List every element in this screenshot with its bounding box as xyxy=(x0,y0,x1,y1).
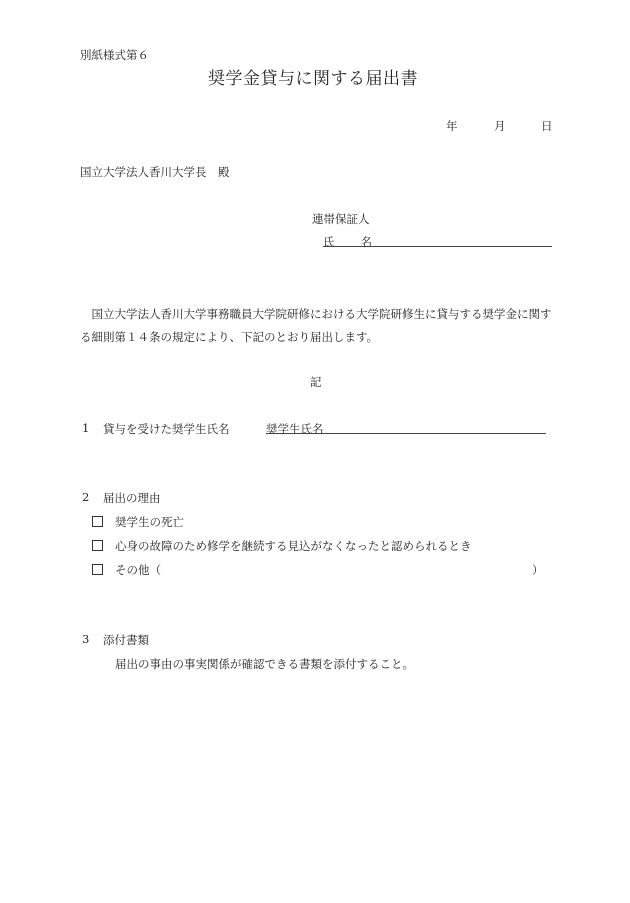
form-number: 別紙様式第６ xyxy=(80,48,149,62)
body-paragraph xyxy=(80,303,570,349)
option-label: その他（ xyxy=(115,563,161,577)
date-year-label: 年 xyxy=(446,119,458,133)
item3-description: 届出の事由の事実関係が確認できる書類を添付すること。 xyxy=(115,657,414,671)
checkbox[interactable] xyxy=(92,540,103,551)
checkbox[interactable] xyxy=(92,564,103,575)
item3-label: 添付書類 xyxy=(103,633,149,647)
option-label: 奨学生の死亡 xyxy=(115,515,184,529)
guarantor-name-field[interactable] xyxy=(323,246,552,247)
other-closing-paren: ） xyxy=(532,563,544,577)
guarantor-label: 連帯保証人 xyxy=(312,212,370,226)
ki-heading: 記 xyxy=(310,375,322,389)
item3-number: 3 xyxy=(82,632,90,646)
date-month-label: 月 xyxy=(494,119,506,133)
date-day-label: 日 xyxy=(541,119,553,133)
scholar-name-underline xyxy=(266,433,546,434)
addressee: 国立大学法人香川大学長 殿 xyxy=(80,165,230,179)
item1-label: 貸与を受けた奨学生氏名 xyxy=(103,422,230,436)
checkbox[interactable] xyxy=(92,516,103,527)
option-label: 心身の故障のため修学を継続する見込がなくなったと認められるとき xyxy=(115,539,472,553)
name-label-char-2: 名 xyxy=(360,235,372,249)
item1-number: 1 xyxy=(82,421,90,435)
scholar-name-field[interactable]: 奨学生氏名 xyxy=(266,422,324,436)
reason-option-other[interactable] xyxy=(92,562,161,578)
item2-number: 2 xyxy=(82,490,90,504)
guarantor-name-label xyxy=(323,234,372,250)
reason-option-death[interactable] xyxy=(92,514,184,530)
item2-label: 届出の理由 xyxy=(103,491,161,505)
name-label-char-1: 氏 xyxy=(323,235,335,249)
page-title: 奨学金貸与に関する届出書 xyxy=(208,69,418,89)
body-line-2: る細則第１４条の規定により、下記のとおり届出します。 xyxy=(80,330,379,344)
body-line-1: 国立大学法人香川大学事務職員大学院研修における大学院研修生に貸与する奨学金に関す xyxy=(80,307,552,321)
reason-option-disability[interactable] xyxy=(92,538,472,554)
